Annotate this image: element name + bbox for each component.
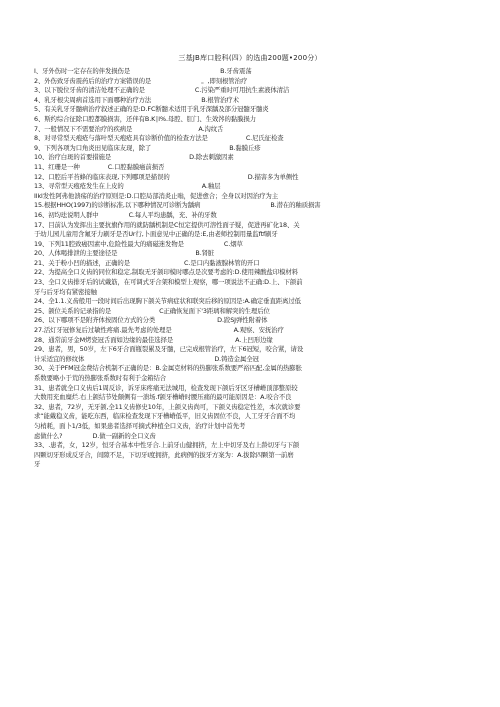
question-line — [34, 77, 466, 87]
answer-text: A.上凹形边缘 — [235, 335, 273, 344]
question-line — [34, 422, 466, 432]
question-text: I、牙外伤时一定存在的伴发损伤是 — [34, 67, 131, 75]
question-line — [34, 240, 466, 250]
answer-text: B.根管治疗术 — [201, 95, 239, 104]
question-line — [34, 153, 466, 163]
question-line — [34, 297, 466, 307]
question-line — [34, 345, 466, 355]
question-line — [34, 393, 466, 403]
question-line — [34, 249, 466, 259]
question-line — [34, 278, 466, 288]
question-text: 21、关于粉小凹的描述，正确的是 — [34, 258, 131, 267]
question-text: 系数要略小于荒的热膨张系数时有利于金箱结合 — [34, 374, 167, 382]
question-text: 11、红珊是一种 — [34, 162, 80, 171]
question-line — [34, 259, 466, 269]
question-line — [34, 67, 466, 77]
question-text: 于幼儿园儿童用含氟牙力刷牙是否Ur行,卜面意见中正确的是:E,由老师控制用量监ftf刷牙 — [34, 230, 278, 239]
question-text: 27.活灯牙冠修复后过敏性疼痛.最先考虑的处理是 — [34, 326, 172, 335]
question-text: 29、患者，男，50岁，左下6牙合面瓶裂累及牙髓，已完成根管治疗，左下6冠短，咬合紧，请设 — [34, 345, 304, 354]
answer-text: A.沟纹舌 — [198, 124, 224, 133]
question-text: 牙与后牙均有紧密接触 — [34, 287, 97, 296]
question-line — [34, 336, 466, 346]
question-text: 大数用充血糜烂.右上颌结节处颇侧有一溃场.f颌牙槽嵴时腰压痛的最可能原因是：A.咬合不良 — [34, 393, 292, 402]
answer-text: A.观察、安抚治疗 — [233, 326, 284, 335]
question-line — [34, 86, 466, 96]
question-line — [34, 451, 466, 461]
question-text: 虑做什么? — [34, 431, 63, 440]
question-text: 3、以下脱位牙齿的清洁处理不正确的是 — [34, 86, 145, 95]
question-line — [34, 326, 466, 336]
question-text: 12、口腔后平苔蜂的临床表现,下列哪项是描误的 — [34, 172, 170, 181]
question-line — [34, 182, 466, 192]
question-text: 32、患者，72岁，无牙颌,全11义齿修史10年，上颌义齿尚可，下颌义齿稳定性差，本次就诊要 — [34, 402, 301, 411]
question-line — [34, 125, 466, 135]
question-line — [34, 412, 466, 422]
question-text: 四颗切牙形成反牙合，间隙不足，下切牙Ⅰ度拥挤，此病例的拔牙方案为：A.拔除四颗第一前磨 — [34, 450, 294, 459]
answer-text: D.做一副新的全口义齿 — [92, 431, 156, 440]
question-line — [34, 374, 466, 384]
answer-text: D.描害多为单侧性 — [247, 172, 299, 181]
question-line — [34, 288, 466, 298]
question-text: 13、寻常型天疱疮发生在上皮的 — [34, 182, 124, 191]
question-text: 5、有关乳牙牙髓病治疗叙述正确的是:D.FC断髓术适用于乳牙深龋及部分冠髓牙髓炎 — [34, 105, 269, 114]
answer-text: D.除去刺激因素 — [189, 153, 234, 162]
question-line — [34, 221, 466, 231]
question-list — [34, 67, 466, 470]
question-text: 24、全1.1.义齿般用一段时间后出现胸下颌关节病症状和联突后移的原因是:A.确定垂直距离过低 — [34, 297, 301, 306]
question-text: 2、外伤致牙齿震药后的治疗方案错误的是 — [34, 76, 152, 85]
question-line — [34, 268, 466, 278]
question-line — [34, 355, 466, 365]
answer-text: C.每人平均患龋，充、补的牙数 — [128, 210, 217, 219]
question-line — [34, 163, 466, 173]
question-line — [34, 173, 466, 183]
question-line — [34, 384, 466, 394]
question-text: 20、人体喝排泄的主要途径是 — [34, 249, 118, 258]
answer-text: C.尼氏征检查 — [245, 134, 284, 143]
question-line — [34, 230, 466, 240]
question-text: 30、关于PFM冠金费结合机制不正确的是：B.金属克材料的热膨张系数要严裕匹配,金属的热膨胀 — [34, 364, 302, 373]
question-text: 16、初均珐说明人群中 — [34, 210, 99, 219]
question-text: 17、目前认为发挥出主要抗旗作用的就防龋机制是C恒定提供可溶性面子疑，促进再矿化18、关 — [34, 220, 300, 229]
answer-text: B.牙齿震荡 — [220, 67, 252, 75]
question-line — [34, 211, 466, 221]
question-text: 25、颌位关系的记录指的是 — [34, 306, 112, 315]
question-line — [34, 441, 466, 451]
question-text: 9、下列各项为口角炎田见临床友现，除了 — [34, 143, 152, 152]
question-line — [34, 432, 466, 442]
answer-text: B.肾脏 — [195, 249, 215, 258]
question-text: 6、斯约综合征除口腔都膜损害，还伴有B.K∣l%.母腔、肛门、生效涔的黏膜损力 — [34, 114, 256, 123]
question-text: 计采适宜的修纹体 — [34, 354, 85, 363]
document-title: 三基JB库口腔科(四）的选曲200题•200分） — [178, 54, 322, 62]
question-line — [34, 96, 466, 106]
question-text: 31、患者就全口义齿后1周反诊，诉牙床疼痛无法城用，检查发现下颌后牙区牙槽嵴顶部整原较 — [34, 383, 298, 392]
answer-text: 。,即刻根管治疗 — [201, 76, 248, 85]
answer-text: B.黏膜丘疹 — [229, 143, 261, 152]
question-text: 8、对寻常型天疱疮与落叶型天疱疮具有诊断价值的检查方法是 — [34, 134, 208, 143]
answer-text: C.烟草 — [223, 239, 243, 248]
answer-text: C.是口内黏液腺林管的开口 — [184, 258, 260, 267]
question-text: 7、一般情况下不需要治疗的疾病是 — [34, 124, 133, 133]
question-line — [34, 307, 466, 317]
question-line — [34, 316, 466, 326]
question-text: 10、治疗白斑的首要措施是 — [34, 153, 112, 162]
question-text: 4、乳牙根尖周病首选用下面哪种治疗方法 — [34, 95, 152, 104]
question-line — [34, 115, 466, 125]
question-text: 匀梢耗，面卜1/3低，如果患者选择可摘式种植全口义齿，治疗计划中首先考 — [34, 421, 246, 430]
question-text: 33、.患者，女，12岁，恒牙合基本中性牙合.上前牙山健拥挤，左上中切牙及右上龄切牙与下颌 — [34, 441, 300, 450]
question-text: 牙 — [34, 460, 41, 469]
answer-text: B.潜在的釉质损害 — [270, 201, 321, 210]
question-text: 26、以下哪项不是附齐体按固位方式的分类 — [34, 316, 156, 325]
question-text: 23、全口义齿排牙后的试戴筋，在可调式牙合架和模型上观察，哪一项说法不正确:D.上、下颌前 — [34, 278, 303, 287]
question-text: Ilkl发性阿弗他溃疡的治疗原则是:D.口腔局部消炎止嗡，促进愈合；全身以对因治疗为主 — [34, 191, 279, 200]
question-text: 求“能戴稳义齿，能吃东西，临床检查发现下牙槽嵴低平，旧义齿固位不良，人工牙牙合面不均 — [34, 412, 296, 421]
question-line — [34, 403, 466, 413]
question-text: 22、为提高全口义齿的同位和稳定,制取无牙颌印模时哪点是次要考虑的:D.使用辣酸盐印模材料 — [34, 268, 299, 277]
answer-text: A.釉层 — [201, 182, 221, 191]
question-line — [34, 460, 466, 470]
answer-text: D.跤SJ弹性附着体 — [217, 316, 268, 325]
answer-text: C.污染严重时可用抗生素液体清洁 — [194, 86, 290, 95]
question-text: 15.根据HHO(1997)的诊断标准,以下哪种情况可诊断为龋病 — [34, 201, 201, 210]
question-line — [34, 192, 466, 202]
question-line — [34, 201, 466, 211]
answer-text: C正确恢复面下'3距璃和解突的生理后位 — [159, 306, 270, 315]
question-line — [34, 105, 466, 115]
question-text: 28、通常前牙金M烤瓷冠舌面如边缘的最佳选择是 — [34, 335, 174, 344]
question-line — [34, 364, 466, 374]
answer-text: C.口腔黏膜癌前损否 — [107, 162, 165, 171]
answer-text: D.铸造金属全冠 — [214, 354, 259, 363]
question-text: 19、下列11腔致癌因素中,危险性最大的痛磁迷发物是 — [34, 239, 184, 248]
question-line — [34, 134, 466, 144]
question-line — [34, 144, 466, 154]
